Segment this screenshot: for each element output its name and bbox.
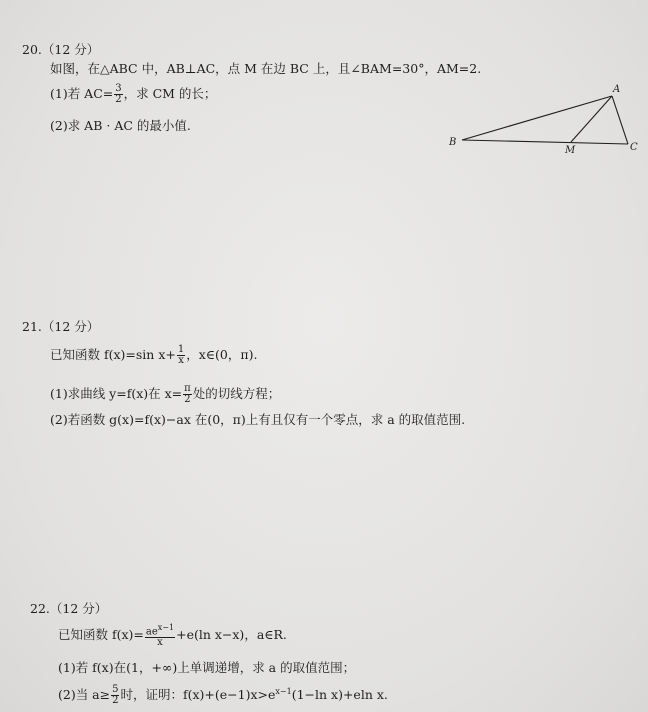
segment-AM — [571, 96, 612, 142]
q22-header: 22.（12 分） — [30, 601, 108, 616]
q21-part1-text: (1)求曲线 y=f(x)在 x= — [50, 386, 183, 401]
q22-part2 — [58, 684, 388, 706]
q21-stem-text-end: ，x∈(0，π). — [186, 347, 258, 362]
label-M: M — [565, 145, 576, 156]
q22-part2-text-end: (1−ln x)+eln x. — [291, 687, 388, 703]
q20-header: 20.（12 分） — [22, 42, 100, 57]
q21-header: 21.（12 分） — [22, 319, 100, 334]
q22-part1: (1)若 f(x)在(1，+∞)上单调递增，求 a 的取值范围； — [58, 660, 356, 675]
q21-part1-fraction: $\frac{\pi}{2}$ — [184, 383, 191, 405]
label-C: C — [630, 142, 638, 153]
q20-part1-text: (1)若 AC= — [50, 86, 114, 101]
segment-AC — [612, 96, 628, 144]
q22-part2-text: (2)当 a≥ — [58, 687, 111, 703]
q21-stem-text: 已知函数 f(x)=sin x+ — [50, 347, 176, 362]
q21-part2: (2)若函数 g(x)=f(x)−ax 在(0，π)上有且仅有一个零点，求 a 的取值范围. — [50, 412, 466, 427]
segment-BC — [462, 140, 628, 144]
label-A: A — [613, 84, 621, 95]
q22-part2-text-mid: 时，证明：f(x)+(e−1)x>e — [120, 687, 276, 703]
q22-stem-text: 已知函数 f(x)= — [58, 627, 144, 643]
q20-part1 — [50, 84, 216, 105]
q22-stem-text-end: +e(ln x−x)，a∈R. — [176, 627, 287, 643]
q22-stem — [58, 623, 287, 648]
label-B: B — [449, 137, 457, 148]
q20-part1-text-end: ，求 CM 的长； — [123, 86, 217, 101]
q21-part1-text-end: 处的切线方程； — [192, 386, 281, 401]
q22-part2-fraction: $\frac{5}{2}$ — [112, 684, 119, 707]
q21-stem-fraction: $\frac{1}{x}$ — [177, 344, 185, 366]
triangle-figure — [445, 78, 645, 158]
q20-stem: 如图，在△ABC 中，AB⊥AC，点 M 在边 BC 上，且∠BAM=30°，AM=2. — [50, 61, 482, 76]
q20-part1-fraction: $\frac{3}{2}$ — [115, 83, 122, 105]
q21-part1 — [50, 384, 280, 405]
q22-part2-exponent: x−1 — [275, 687, 292, 696]
q22-stem-fraction: $\frac{ae^{x-1}}{x}$ — [145, 623, 175, 649]
segment-BA — [462, 96, 612, 140]
q20-part2: (2)求 AB · AC 的最小值. — [50, 118, 191, 133]
q21-stem — [50, 345, 257, 366]
